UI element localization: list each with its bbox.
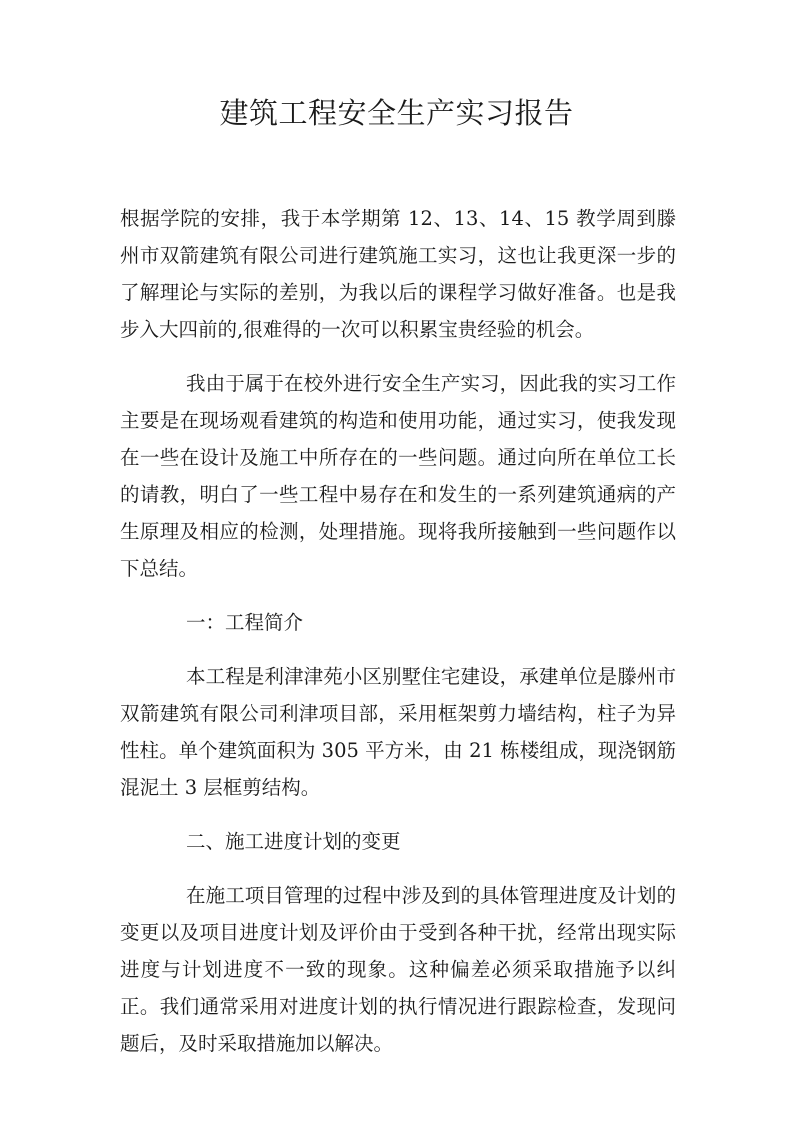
paragraph-intro: 根据学院的安排，我于本学期第 12、13、14、15 教学周到滕州市双箭建筑有限公司进行建筑施工实习，这也让我更深一步的了解理论与实际的差别，为我以后的课程学习做好准备。也是我步入大四前的,很难得的一次可以积累宝贵经验的机会。	[120, 207, 676, 341]
document-body	[120, 200, 676, 1062]
paragraph-purpose: 我由于属于在校外进行安全生产实习，因此我的实习工作主要是在现场观看建筑的构造和使用功能，通过实习，使我发现在一些在设计及施工中所存在的一些问题。通过向所在单位工长的请教，明白了一些工程中易存在和发生的一系列建筑通病的产生原理及相应的检测，处理措施。现将我所接触到一些问题作以下总结。	[120, 372, 676, 580]
paragraph-project-overview: 本工程是利津津苑小区别墅住宅建设，承建单位是滕州市双箭建筑有限公司利津项目部，采用框架剪力墙结构，柱子为异性柱。单个建筑面积为 305 平方米，由 21 栋楼组成，现浇钢筋混泥土 3 层框剪结构。	[120, 665, 676, 799]
paragraph-schedule-change: 在施工项目管理的过程中涉及到的具体管理进度及计划的变更以及项目进度计划及评价由于受到各种干扰，经常出现实际进度与计划进度不一致的现象。这种偏差必须采取措施予以纠正。我们通常采用对进度计划的执行情况进行跟踪检查，发现问题后，及时采取措施加以解决。	[120, 884, 676, 1055]
document-title: 建筑工程安全生产实习报告	[219, 96, 574, 130]
section-heading-schedule-change: 二、施工进度计划的变更	[186, 830, 401, 853]
section-heading-project-overview: 一：工程简介	[186, 611, 304, 634]
